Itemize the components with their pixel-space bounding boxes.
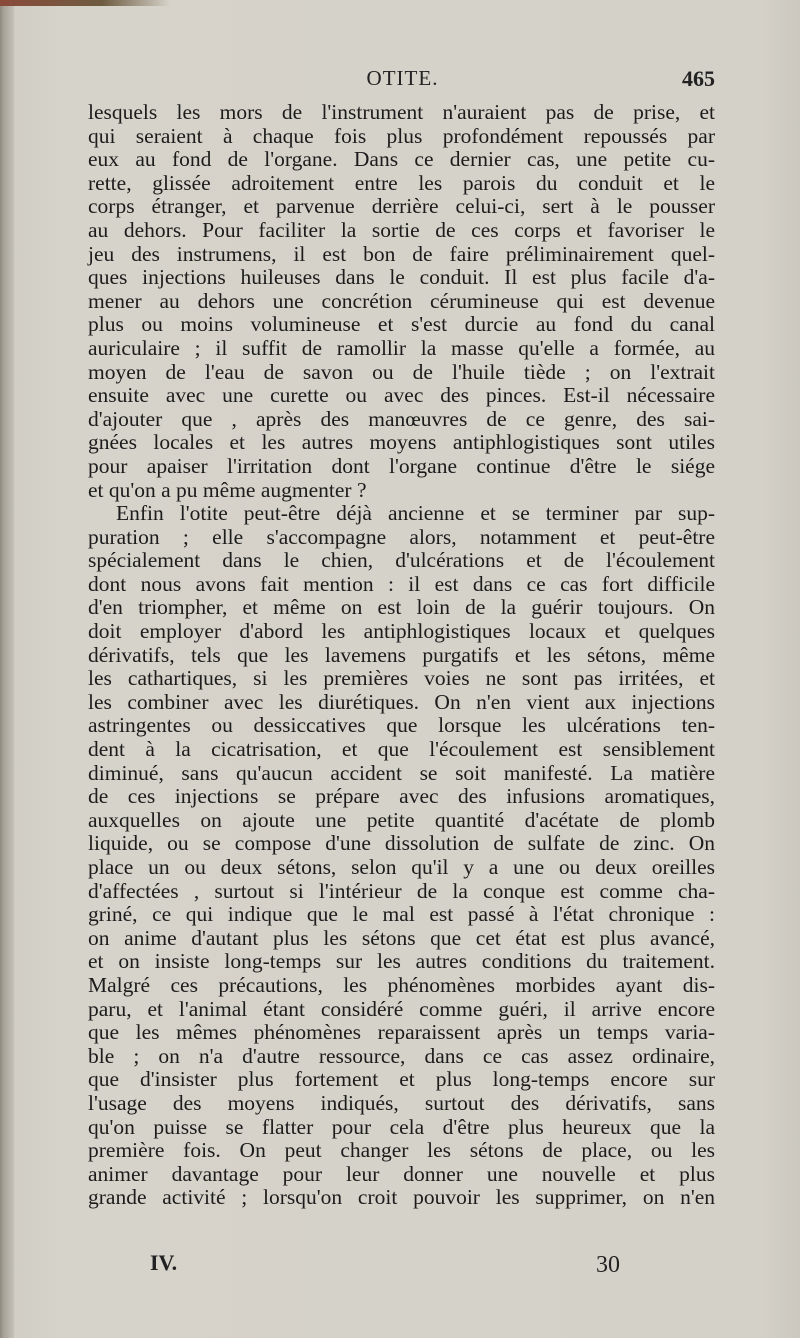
text-line: corps étranger, et parvenue derrière celui-ci, sert à le pousser [88, 194, 715, 219]
body-text [88, 101, 715, 1210]
text-line: gnées locales et les autres moyens antiphlogistiques sont utiles [88, 430, 715, 455]
page-top-edge [0, 0, 170, 6]
text-line: qui seraient à chaque fois plus profondément repoussés par [88, 123, 715, 148]
text-line: dont nous avons fait mention : il est dans ce cas fort difficile [88, 571, 715, 596]
text-line: première fois. On peut changer les sétons de place, ou les [88, 1138, 715, 1163]
text-line: et on insiste long-temps sur les autres conditions du traitement. [88, 949, 715, 974]
text-line: Malgré ces précautions, les phénomènes morbides ayant dis- [88, 972, 715, 997]
text-line: dent à la cicatrisation, et que l'écoulement est sensiblement [88, 737, 715, 762]
text-line: doit employer d'abord les antiphlogistiques locaux et quelques [88, 619, 715, 644]
text-line: eux au fond de l'organe. Dans ce dernier cas, une petite cu- [88, 147, 715, 172]
text-line: moyen de l'eau de savon ou de l'huile tiède ; on l'extrait [88, 359, 715, 384]
text-line: rette, glissée adroitement entre les parois du conduit et le [88, 170, 715, 195]
text-line: qu'on puisse se flatter pour cela d'être plus heureux que la [88, 1114, 715, 1139]
text-line: auxquelles on ajoute une petite quantité d'acétate de plomb [88, 807, 715, 832]
text-line: animer davantage pour leur donner une nouvelle et plus [88, 1161, 715, 1186]
text-line: l'usage des moyens indiqués, surtout des dérivatifs, sans [88, 1090, 715, 1115]
text-line: griné, ce qui indique que le mal est passé à l'état chronique : [88, 902, 715, 927]
text-line: astringentes ou dessiccatives que lorsque les ulcérations ten- [88, 713, 715, 738]
text-line: d'ajouter que , après des manœuvres de ce genre, des sai- [88, 406, 715, 431]
paragraph-start-line: Enfin l'otite peut-être déjà ancienne et se terminer par sup- [116, 501, 715, 526]
text-line: spécialement dans le chien, d'ulcérations et de l'écoulement [88, 548, 715, 573]
text-line: grande activité ; lorsqu'on croit pouvoir les supprimer, on n'en [88, 1185, 715, 1210]
running-title: OTITE. [366, 66, 439, 90]
text-line: que les mêmes phénomènes reparaissent après un temps varia- [88, 1020, 715, 1045]
text-line: pour apaiser l'irritation dont l'organe continue d'être le siége [88, 453, 715, 478]
paragraph-end-line: et qu'on a pu même augmenter ? [88, 477, 367, 502]
text-line: ble ; on n'a d'autre ressource, dans ce cas assez ordinaire, [88, 1043, 715, 1068]
signature-mark: 30 [596, 1252, 620, 1278]
text-line: paru, et l'animal étant considéré comme guéri, il arrive encore [88, 996, 715, 1021]
volume-mark: IV. [150, 1250, 178, 1275]
text-line: lesquels les mors de l'instrument n'auraient pas de prise, et [88, 100, 715, 124]
page-header [90, 66, 715, 96]
text-line: puration ; elle s'accompagne alors, notamment et peut-être [88, 524, 715, 549]
text-line: que d'insister plus fortement et plus long-temps encore sur [88, 1067, 715, 1092]
text-line: mener au dehors une concrétion cérumineuse qui est devenue [88, 288, 715, 313]
text-line: d'affectées , surtout si l'intérieur de la conque est comme cha- [88, 878, 715, 903]
text-line: diminué, sans qu'aucun accident se soit manifesté. La matière [88, 760, 715, 785]
text-line: liquide, ou se compose d'une dissolution de sulfate de zinc. On [88, 831, 715, 856]
text-line: ques injections huileuses dans le conduit. Il est plus facile d'a- [88, 265, 715, 290]
text-line: au dehors. Pour faciliter la sortie de ces corps et favoriser le [88, 217, 715, 242]
text-line: jeu des instrumens, il est bon de faire préliminairement quel- [88, 241, 715, 266]
page-footer [150, 1250, 620, 1280]
page-number: 465 [682, 66, 715, 91]
page-binding-edge [0, 0, 14, 1338]
text-line: place un ou deux sétons, selon qu'il y a une ou deux oreilles [88, 855, 715, 879]
text-line: ensuite avec une curette ou avec des pinces. Est-il nécessaire [88, 383, 715, 408]
text-line: les combiner avec les diurétiques. On n'en vient aux injections [88, 689, 715, 714]
text-line: dérivatifs, tels que les lavemens purgatifs et les sétons, même [88, 642, 715, 667]
text-line: plus ou moins volumineuse et s'est durcie au fond du canal [88, 312, 715, 337]
text-line: d'en triompher, et même on est loin de la guérir toujours. On [88, 595, 715, 620]
text-line: de ces injections se prépare avec des infusions aromatiques, [88, 784, 715, 809]
text-line: on anime d'autant plus les sétons que cet état est plus avancé, [88, 925, 715, 950]
text-line: les cathartiques, si les premières voies ne sont pas irritées, et [88, 666, 715, 691]
text-line: auriculaire ; il suffit de ramollir la masse qu'elle a formée, au [88, 335, 715, 360]
